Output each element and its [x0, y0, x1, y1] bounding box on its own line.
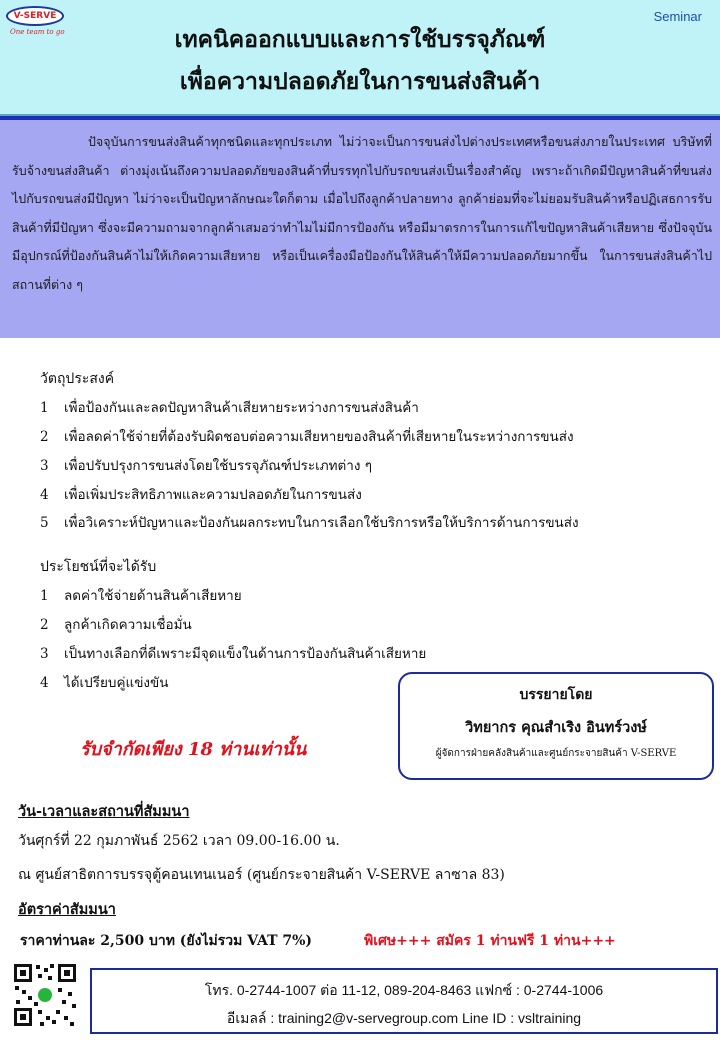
benefit-item: [40, 671, 168, 693]
fee-heading: อัตราค่าสัมมนา: [18, 901, 116, 918]
schedule-heading: วัน-เวลาและสถานที่สัมมนา: [18, 803, 190, 820]
page-title-line-1: เทคนิคออกแบบและการใช้บรรจุภัณฑ์: [174, 26, 546, 53]
objectives-heading: วัตถุประสงค์: [40, 371, 115, 387]
seminar-tag: Seminar: [653, 9, 702, 24]
objective-item: [40, 396, 419, 418]
item-text: เพื่อวิเคราะห์ปัญหาและป้องกันผลกระทบในการเลือกใช้บริการหรือให้บริการด้านการขนส่ง: [64, 515, 579, 531]
logo-brand-text: V-SERVE: [13, 11, 57, 21]
objective-item: [40, 511, 579, 533]
logo-tagline: One team to go: [10, 28, 65, 36]
item-number: 2: [40, 429, 49, 445]
line-icon: [38, 988, 52, 1002]
intro-paragraph: ปัจจุบันการขนส่งสินค้าทุกชนิดและทุกประเภท ไม่ว่าจะเป็นการขนส่งไปต่างประเทศหรือขนส่งภายในประเทศ บริษัทที่รับจ้างขนส่งสินค้า ต่างมุ่งเน้นถึงความปลอดภัยของสินค้าที่บรรทุกไปกับรถขนส่งเป็นเรื่องสำคัญ เพราะถ้าเกิดมีปัญหาสินค้าที่ขนส่งไปกับรถขนส่งมีปัญหา ไม่ว่าจะเป็นปัญหาลักษณะใดก็ตาม เมื่อไปถึงลูกค้าปลายทาง ลูกค้าย่อมที่จะไม่ยอมรับสินค้าหรือปฏิเสธการรับสินค้าที่มีปัญหา ซึ่งจะมีความถามจากลูกค้าเสมอว่าทำไมไม่มีการป้องกัน หรือมีมาตรการในการแก้ไขปัญหาสินค้าเสียหาย ซึ่งปัจจุบัน มีอุปกรณ์ที่ป้องกันสินค้าไม่ให้เกิดความเสียหาย หรือเป็นเครื่องมือป้องกันให้สินค้าให้มีความปลอดภัยมากขึ้น ในการขนส่งสินค้าไปสถานที่ต่าง ๆ: [12, 134, 712, 292]
item-text: เพื่อป้องกันและลดปัญหาสินค้าเสียหายระหว่างการขนส่งสินค้า: [64, 400, 419, 416]
objective-item: [40, 454, 372, 476]
intro-panel: [0, 116, 720, 338]
item-text: เป็นทางเลือกที่ดีเพราะมีจุดแข็งในด้านการป้องกันสินค้าเสียหาย: [64, 646, 427, 662]
item-number: 4: [40, 675, 49, 691]
item-number: 5: [40, 515, 49, 531]
item-number: 1: [40, 588, 49, 604]
objective-item: [40, 425, 574, 447]
header-banner: [0, 0, 720, 116]
item-number: 3: [40, 646, 49, 662]
item-number: 4: [40, 487, 49, 503]
price-text: ราคาท่านละ 2,500 บาท (ยังไม่รวม VAT 7%): [20, 933, 313, 949]
speaker-position: ผู้จัดการฝ่ายคลังสินค้าและศูนย์กระจายสินค้า V-SERVE: [435, 748, 677, 759]
speaker-box: [398, 672, 714, 780]
objective-item: [40, 483, 362, 505]
item-text: เพื่อเพิ่มประสิทธิภาพและความปลอดภัยในการขนส่ง: [64, 487, 362, 503]
seat-limit-note: รับจำกัดเพียง 18 ท่านเท่านั้น: [80, 739, 307, 760]
contact-box: [90, 968, 718, 1034]
event-date: วันศุกร์ที่ 22 กุมภาพันธ์ 2562 เวลา 09.00-16.00 น.: [18, 833, 340, 849]
item-number: 3: [40, 458, 49, 474]
event-venue: ณ ศูนย์สาธิตการบรรจุตู้คอนเทนเนอร์ (ศูนย์กระจายสินค้า V-SERVE ลาซาล 83): [18, 867, 505, 883]
logo-oval: [6, 6, 64, 26]
brand-logo: [6, 6, 66, 40]
line-qr-code: [12, 962, 78, 1028]
benefits-heading: ประโยชน์ที่จะได้รับ: [40, 559, 157, 575]
speaker-label: บรรยายโดย: [519, 687, 593, 703]
promo-text: พิเศษ+++ สมัคร 1 ท่านฟรี 1 ท่าน+++: [364, 933, 616, 949]
item-text: ลดค่าใช้จ่ายด้านสินค้าเสียหาย: [64, 588, 242, 604]
page-title-line-2: เพื่อความปลอดภัยในการขนส่งสินค้า: [179, 68, 541, 95]
item-number: 2: [40, 617, 49, 633]
item-text: เพื่อปรับปรุงการขนส่งโดยใช้บรรจุภัณฑ์ประเภทต่าง ๆ: [64, 458, 372, 474]
contact-email-line: อีเมลล์ : training2@v-servegroup.com Line ID : vsltraining: [226, 1010, 582, 1026]
item-text: ได้เปรียบคู่แข่งขัน: [64, 675, 169, 691]
benefit-item: [40, 642, 426, 664]
item-text: ลูกค้าเกิดความเชื่อมั่น: [64, 617, 192, 633]
item-text: เพื่อลดค่าใช้จ่ายที่ต้องรับผิดชอบต่อความเสียหายของสินค้าที่เสียหายในระหว่างการขนส่ง: [64, 429, 574, 445]
item-number: 1: [40, 400, 49, 416]
speaker-name: วิทยากร คุณสำเริง อินทร์วงษ์: [465, 719, 647, 736]
benefit-item: [40, 584, 242, 606]
benefit-item: [40, 613, 192, 635]
contact-phone: โทร. 0-2744-1007 ต่อ 11-12, 089-204-8463 แฟกซ์ : 0-2744-1006: [204, 982, 604, 998]
